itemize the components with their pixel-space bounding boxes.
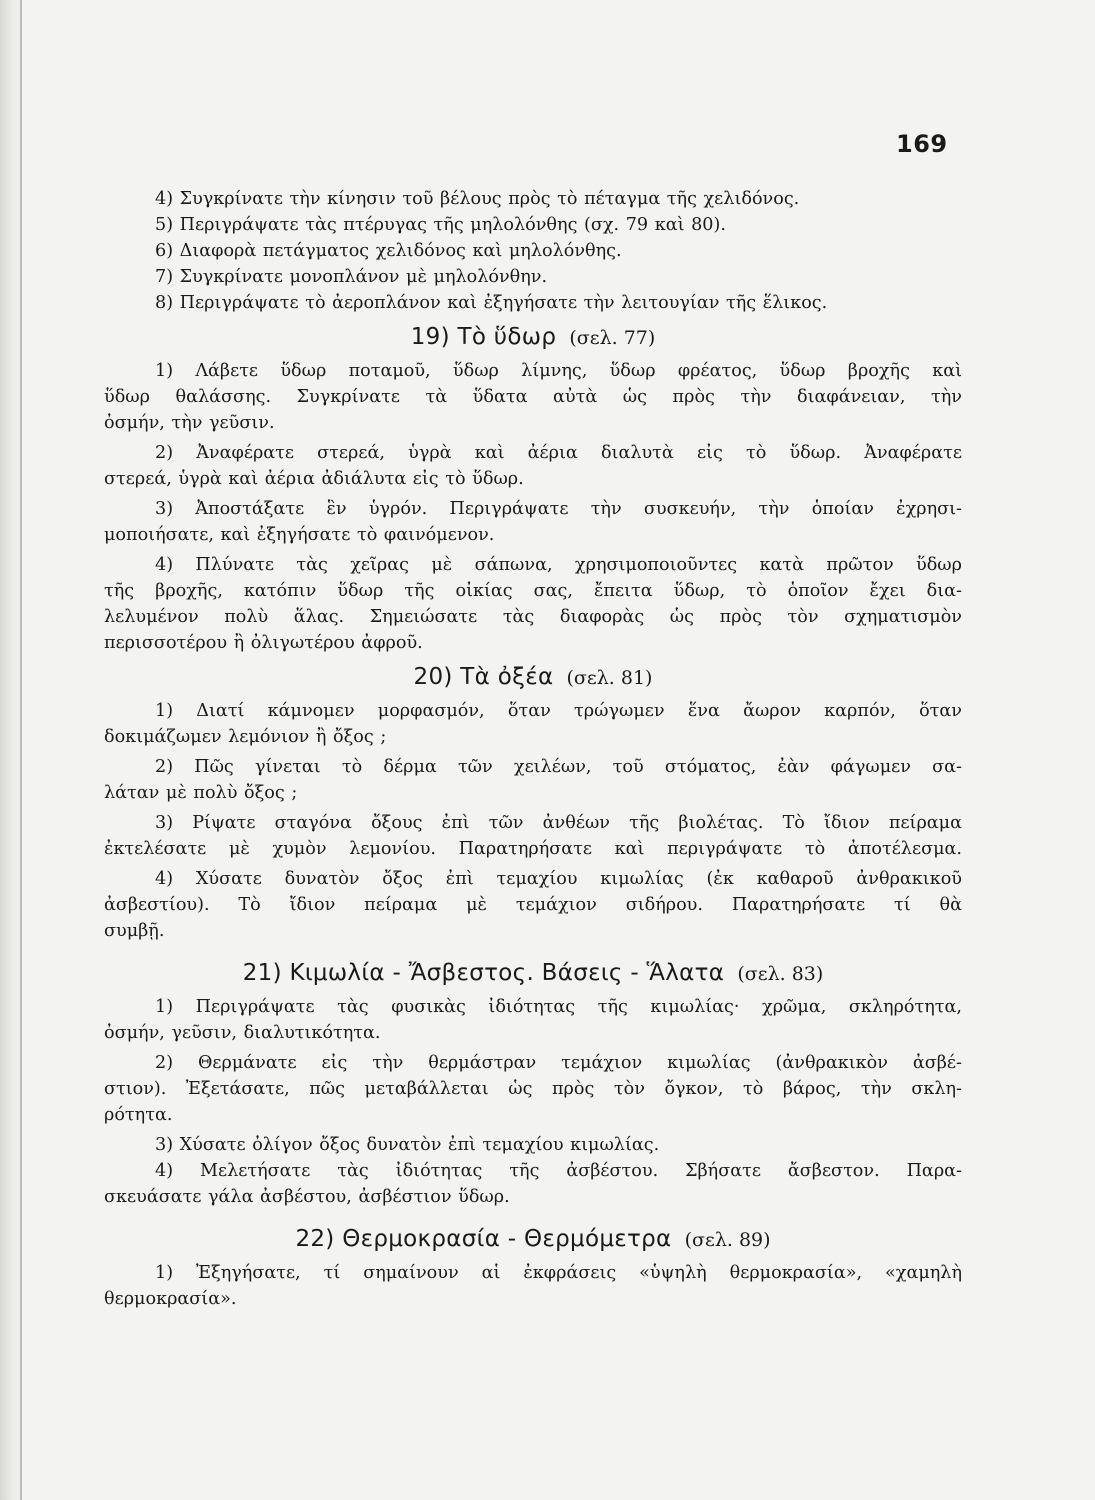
text-line: 1) Περιγράψατε τὰς φυσικὰς ἰδιότητας τῆς κιμωλίας· χρῶμα, σκληρότητα, [155, 997, 962, 1017]
text-line: 2) Πῶς γίνεται τὸ δέρμα τῶν χειλέων, τοῦ στόματος, ἐὰν φάγωμεν σα- [155, 757, 962, 777]
text-line: 4) Χύσατε δυνατὸν ὄξος ἐπὶ τεμαχίου κιμωλίας (ἐκ καθαροῦ ἀνθρακικοῦ [155, 869, 962, 889]
text-line: 4) Μελετήσατε τὰς ἰδιότητας τῆς ἀσβέστου. Σβήσατε ἄσβεστον. Παρα- [155, 1161, 962, 1181]
section-page-ref: (σελ. 83) [737, 963, 824, 985]
text-line: 7) Συγκρίνατε μονοπλάνον μὲ μηλολόνθην. [155, 267, 548, 287]
text-line: λάταν μὲ πολὺ ὄξος ; [104, 783, 298, 803]
page-content [104, 186, 962, 1312]
text-line: ἐκτελέσατε μὲ χυμὸν λεμονίου. Παρατηρήσατε καὶ περιγράψατε τὸ ἀποτέλεσμα. [104, 839, 962, 859]
text-line: λελυμένον πολὺ ἅλας. Σημειώσατε τὰς διαφορὰς ὡς πρὸς τὸν σχηματισμὸν [104, 607, 962, 627]
text-line: δοκιμάζωμεν λεμόνιον ἢ ὄξος ; [104, 727, 387, 747]
text-line: 3) Χύσατε ὀλίγον ὄξος δυνατὸν ἐπὶ τεμαχίου κιμωλίας. [155, 1135, 660, 1155]
section-page-ref: (σελ. 77) [569, 327, 656, 349]
text-line: ὀσμήν, γεῦσιν, διαλυτικότητα. [104, 1023, 381, 1043]
text-line: 3) Ρίψατε σταγόνα ὄξους ἐπὶ τῶν ἀνθέων τῆς βιολέτας. Τὸ ἴδιον πείραμα [155, 813, 962, 833]
section-heading-19 [104, 316, 962, 358]
text-line: 4) Πλύνατε τὰς χεῖρας μὲ σάπωνα, χρησιμοποιοῦντες κατὰ πρῶτον ὕδωρ [155, 555, 962, 575]
section-heading-20 [104, 656, 962, 698]
text-line: 2) Θερμάνατε εἰς τὴν θερμάστραν τεμάχιον κιμωλίας (ἀνθρακικὸν ἀσβέ- [155, 1053, 962, 1073]
text-line: θερμοκρασία». [104, 1289, 237, 1309]
text-line: 5) Περιγράψατε τὰς πτέρυγας τῆς μηλολόνθης (σχ. 79 καὶ 80). [155, 215, 726, 235]
text-line: 1) Ἐξηγήσατε, τί σημαίνουν αἱ ἐκφράσεις «ὑψηλὴ θερμοκρασία», «χαμηλὴ [155, 1263, 962, 1283]
text-line: 4) Συγκρίνατε τὴν κίνησιν τοῦ βέλους πρὸς τὸ πέταγμα τῆς χελιδόνος. [155, 189, 800, 209]
section-title: 21) Κιμωλία - Ἄσβεστος. Βάσεις - Ἅλατα [242, 960, 725, 986]
text-line: ὕδωρ θαλάσσης. Συγκρίνατε τὰ ὕδατα αὐτὰ ὡς πρὸς τὴν διαφάνειαν, τὴν [104, 387, 962, 407]
text-line: σκευάσατε γάλα ἀσβέστου, ἀσβέστιον ὕδωρ. [104, 1187, 510, 1207]
text-line: 1) Διατί κάμνομεν μορφασμόν, ὅταν τρώγωμεν ἕνα ἄωρον καρπόν, ὅταν [155, 701, 962, 721]
text-line: 6) Διαφορὰ πετάγματος χελιδόνος καὶ μηλολόνθης. [155, 241, 622, 261]
section-page-ref: (σελ. 81) [566, 667, 653, 689]
text-line: συμβῇ. [104, 921, 165, 941]
text-line: στερεά, ὑγρὰ καὶ ἀέρια ἀδιάλυτα εἰς τὸ ὕδωρ. [104, 469, 524, 489]
text-line: 8) Περιγράψατε τὸ ἀεροπλάνον καὶ ἐξηγήσατε τὴν λειτουγίαν τῆς ἕλικος. [155, 293, 828, 313]
text-line: ὀσμήν, τὴν γεῦσιν. [104, 413, 275, 433]
text-line: 3) Ἀποστάξατε ἓν ὑγρόν. Περιγράψατε τὴν συσκευήν, τὴν ὁποίαν ἐχρησι- [155, 499, 962, 519]
section-title: 22) Θερμοκρασία - Θερμόμετρα [295, 1226, 672, 1252]
text-line: τῆς βροχῆς, κατόπιν ὕδωρ τῆς οἰκίας σας, ἔπειτα ὕδωρ, τὸ ὁποῖον ἔχει δια- [104, 581, 962, 601]
section-page-ref: (σελ. 89) [684, 1229, 771, 1251]
text-line: μοποιήσατε, καὶ ἐξηγήσατε τὸ φαινόμενον. [104, 525, 495, 545]
text-line: ρότητα. [104, 1105, 173, 1125]
binding-line [20, 0, 22, 1500]
section-heading-22 [104, 1218, 962, 1260]
text-line: ἀσβεστίου). Τὸ ἴδιον πείραμα μὲ τεμάχιον σιδήρου. Παρατηρήσατε τί θὰ [104, 895, 962, 915]
page-number: 169 [896, 130, 948, 158]
binding-edge [0, 0, 22, 1500]
section-title: 19) Τὸ ὕδωρ [410, 324, 557, 350]
section-title: 20) Τὰ ὀξέα [413, 664, 554, 690]
text-line: 1) Λάβετε ὕδωρ ποταμοῦ, ὕδωρ λίμνης, ὕδωρ φρέατος, ὕδωρ βροχῆς καὶ [155, 361, 962, 381]
text-line: στιον). Ἐξετάσατε, πῶς μεταβάλλεται ὡς πρὸς τὸν ὄγκον, τὸ βάρος, τὴν σκλη- [104, 1079, 962, 1099]
section-heading-21 [104, 952, 962, 994]
text-line: 2) Ἀναφέρατε στερεά, ὑγρὰ καὶ ἀέρια διαλυτὰ εἰς τὸ ὕδωρ. Ἀναφέρατε [155, 443, 962, 463]
text-line: περισσοτέρου ἢ ὀλιγωτέρου ἀφροῦ. [104, 633, 423, 653]
